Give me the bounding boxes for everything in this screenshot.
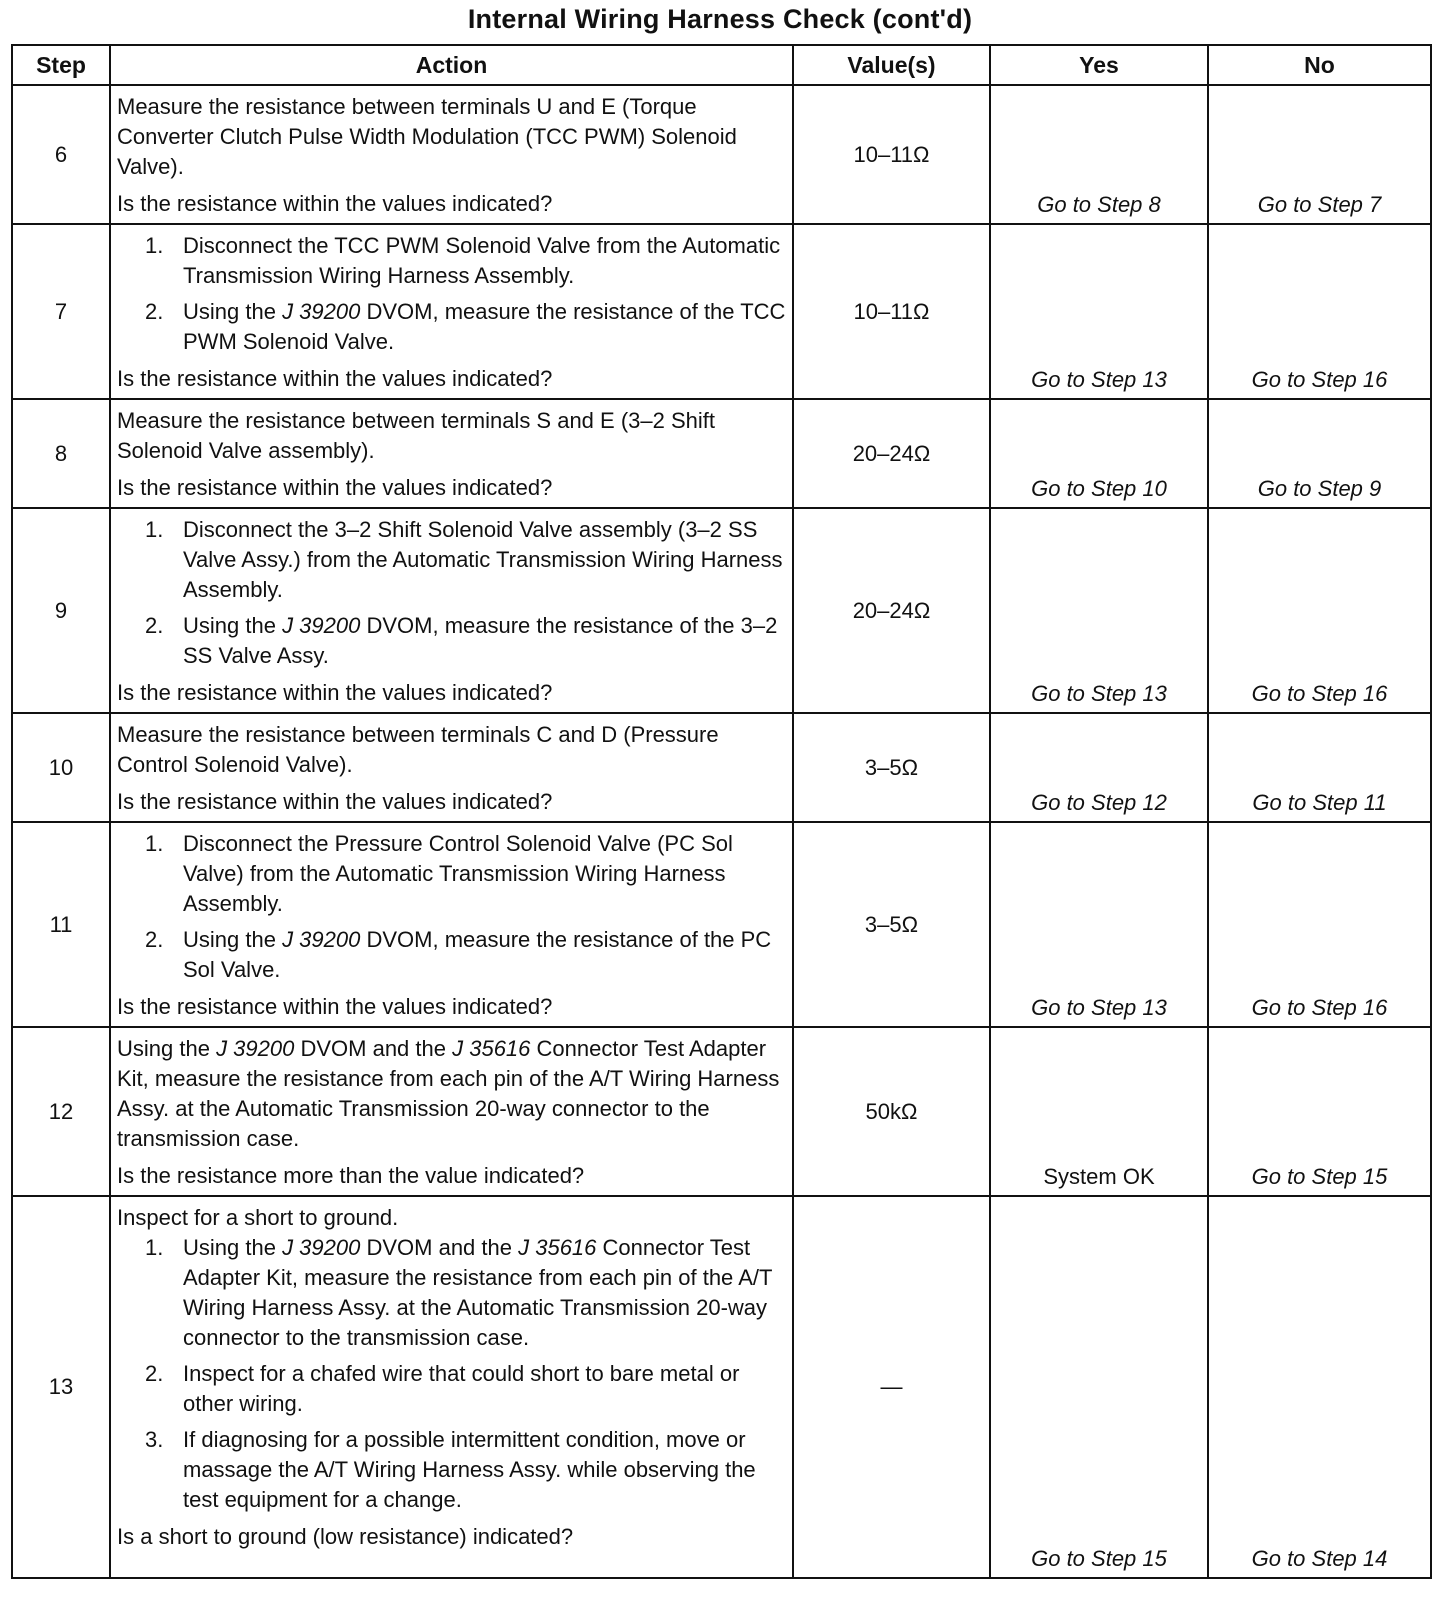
yes-cell	[990, 713, 1208, 822]
text-run: Using the	[183, 927, 283, 952]
yes-goto-step: Go to Step 13	[1031, 367, 1167, 392]
text-run: Disconnect the Pressure Control Solenoid Valve (PC Sol Valve) from the Automatic Transmission Wiring Harness Assembly.	[183, 831, 733, 916]
page-title: Internal Wiring Harness Check (cont'd)	[467, 4, 973, 34]
action-step-list	[117, 231, 786, 357]
no-cell	[1208, 224, 1431, 399]
action-step-item	[117, 1425, 786, 1515]
table-row	[12, 822, 1431, 1027]
action-cell	[110, 508, 793, 713]
no-cell	[1208, 1027, 1431, 1196]
yes-cell	[990, 399, 1208, 508]
action-cell	[110, 1196, 793, 1578]
no-goto-step: Go to Step 16	[1251, 995, 1388, 1020]
action-step-number: 2.	[145, 299, 164, 324]
no-cell	[1208, 508, 1431, 713]
step-number: 9	[12, 508, 110, 713]
action-question: Is the resistance within the values indicated?	[117, 366, 553, 391]
column-header-action: Action	[110, 45, 793, 85]
no-cell	[1208, 822, 1431, 1027]
yes-goto-step: Go to Step 13	[1031, 995, 1167, 1020]
text-run: Using the	[183, 613, 283, 638]
tool-reference: J 39200	[282, 613, 361, 638]
action-question: Is the resistance within the values indicated?	[117, 191, 553, 216]
text-run: Connector Test Adapter Kit, measure the resistance from each pin of the A/T Wiring Harness Assy. at the Automatic Transmission 20-way connector to the transmission case.	[183, 1235, 773, 1350]
value-cell: 20–24Ω	[793, 508, 990, 713]
action-cell	[110, 85, 793, 224]
step-number: 11	[12, 822, 110, 1027]
yes-cell	[990, 822, 1208, 1027]
yes-cell	[990, 508, 1208, 713]
action-question: Is the resistance within the values indicated?	[117, 994, 553, 1019]
step-number: 8	[12, 399, 110, 508]
action-cell	[110, 822, 793, 1027]
text-run: Inspect for a chafed wire that could short to bare metal or other wiring.	[183, 1361, 740, 1416]
value-cell: 3–5Ω	[793, 822, 990, 1027]
action-step-item	[117, 231, 786, 291]
column-header-yes: Yes	[990, 45, 1208, 85]
table-row	[12, 713, 1431, 822]
step-number: 13	[12, 1196, 110, 1578]
table-row	[12, 1196, 1431, 1578]
value-cell: 10–11Ω	[793, 85, 990, 224]
header-row	[12, 45, 1431, 85]
text-run: Using the	[183, 299, 283, 324]
text-run: DVOM, measure the resistance of the PC Sol Valve.	[183, 927, 772, 982]
action-question: Is a short to ground (low resistance) indicated?	[117, 1524, 574, 1549]
value-cell: 50kΩ	[793, 1027, 990, 1196]
yes-cell	[990, 224, 1208, 399]
action-step-item	[117, 829, 786, 919]
no-cell	[1208, 713, 1431, 822]
action-step-item	[117, 1359, 786, 1419]
action-intro: Inspect for a short to ground.	[117, 1205, 399, 1230]
step-number: 12	[12, 1027, 110, 1196]
action-step-number: 1.	[145, 517, 164, 542]
value-cell: —	[793, 1196, 990, 1578]
tool-reference: J 39200	[282, 1235, 361, 1260]
tool-reference: J 35616	[452, 1036, 531, 1061]
action-step-number: 1.	[145, 233, 164, 258]
action-question: Is the resistance more than the value indicated?	[117, 1163, 585, 1188]
text-run: DVOM and the	[294, 1036, 453, 1061]
action-step-number: 2.	[145, 927, 164, 952]
tool-reference: J 35616	[518, 1235, 597, 1260]
no-goto-step: Go to Step 9	[1257, 476, 1382, 501]
action-cell	[110, 399, 793, 508]
no-cell	[1208, 85, 1431, 224]
action-step-list	[117, 515, 786, 671]
action-intro: Measure the resistance between terminals C and D (Pressure Control Solenoid Valve).	[117, 722, 719, 777]
text-run: DVOM and the	[360, 1235, 519, 1260]
yes-result: System OK	[1043, 1164, 1155, 1189]
text-run: Using the	[183, 1235, 283, 1260]
action-step-item	[117, 611, 786, 671]
action-cell	[110, 713, 793, 822]
yes-goto-step: Go to Step 8	[1037, 192, 1161, 217]
table-row	[12, 85, 1431, 224]
value-cell: 3–5Ω	[793, 713, 990, 822]
tool-reference: J 39200	[216, 1036, 295, 1061]
action-step-item	[117, 515, 786, 605]
yes-cell	[990, 1027, 1208, 1196]
action-step-number: 3.	[145, 1427, 164, 1452]
value-cell: 20–24Ω	[793, 399, 990, 508]
action-intro: Measure the resistance between terminals S and E (3–2 Shift Solenoid Valve assembly).	[117, 408, 715, 463]
action-cell	[110, 224, 793, 399]
no-goto-step: Go to Step 11	[1252, 790, 1387, 815]
step-number: 7	[12, 224, 110, 399]
action-step-number: 1.	[145, 831, 164, 856]
value-cell: 10–11Ω	[793, 224, 990, 399]
text-run: DVOM, measure the resistance of the 3–2 SS Valve Assy.	[183, 613, 778, 668]
yes-goto-step: Go to Step 10	[1031, 476, 1167, 501]
action-intro	[117, 1034, 786, 1154]
yes-goto-step: Go to Step 15	[1031, 1546, 1167, 1571]
no-cell	[1208, 399, 1431, 508]
action-step-number: 2.	[145, 1361, 164, 1386]
tool-reference: J 39200	[282, 299, 361, 324]
table-row	[12, 1027, 1431, 1196]
action-cell	[110, 1027, 793, 1196]
text-run: Disconnect the TCC PWM Solenoid Valve from the Automatic Transmission Wiring Harness Assembly.	[183, 233, 781, 288]
no-goto-step: Go to Step 7	[1257, 192, 1382, 217]
tool-reference: J 39200	[282, 927, 361, 952]
yes-goto-step: Go to Step 12	[1031, 790, 1167, 815]
no-goto-step: Go to Step 16	[1251, 367, 1388, 392]
no-goto-step: Go to Step 14	[1251, 1546, 1388, 1571]
no-goto-step: Go to Step 15	[1251, 1164, 1388, 1189]
text-run: Connector Test Adapter Kit, measure the resistance from each pin of the A/T Wiring Harness Assy. at the Automatic Transmission 20-way connector to the transmission case.	[117, 1036, 780, 1151]
action-step-item	[117, 297, 786, 357]
table-row	[12, 224, 1431, 399]
column-header-values: Value(s)	[793, 45, 990, 85]
text-run: If diagnosing for a possible intermittent condition, move or massage the A/T Wiring Harness Assy. while observing the test equipment for a change.	[183, 1427, 756, 1512]
yes-cell	[990, 1196, 1208, 1578]
no-cell	[1208, 1196, 1431, 1578]
action-step-item	[117, 1233, 786, 1353]
yes-goto-step: Go to Step 13	[1031, 681, 1167, 706]
table-body	[12, 85, 1431, 1578]
action-step-list	[117, 829, 786, 985]
step-number: 6	[12, 85, 110, 224]
step-number: 10	[12, 713, 110, 822]
column-header-no: No	[1208, 45, 1431, 85]
action-question: Is the resistance within the values indicated?	[117, 789, 553, 814]
diagnostic-table	[11, 44, 1432, 1579]
action-question: Is the resistance within the values indicated?	[117, 475, 553, 500]
action-step-number: 1.	[145, 1235, 164, 1260]
action-intro: Measure the resistance between terminals U and E (Torque Converter Clutch Pulse Width Modulation (TCC PWM) Solenoid Valve).	[117, 94, 737, 179]
text-run: Disconnect the 3–2 Shift Solenoid Valve assembly (3–2 SS Valve Assy.) from the Automatic Transmission Wiring Harness Assembly.	[183, 517, 783, 602]
table-row	[12, 399, 1431, 508]
column-header-step: Step	[12, 45, 110, 85]
table-row	[12, 508, 1431, 713]
action-step-number: 2.	[145, 613, 164, 638]
text-run: DVOM, measure the resistance of the TCC PWM Solenoid Valve.	[183, 299, 786, 354]
yes-cell	[990, 85, 1208, 224]
action-question: Is the resistance within the values indicated?	[117, 680, 553, 705]
no-goto-step: Go to Step 16	[1251, 681, 1388, 706]
text-run: Using the	[117, 1036, 217, 1061]
action-step-list	[117, 1233, 786, 1515]
action-step-item	[117, 925, 786, 985]
